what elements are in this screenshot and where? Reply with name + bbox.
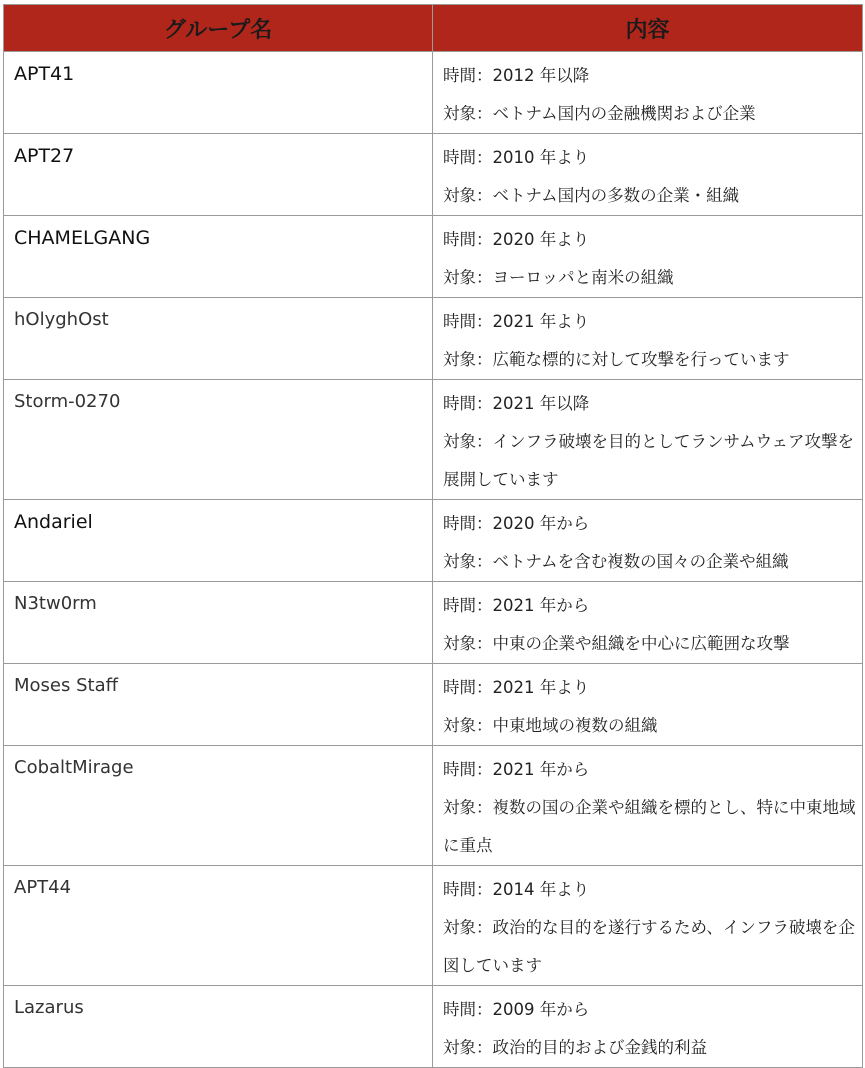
threat-groups-table: [3, 4, 863, 1068]
table-row: [4, 500, 863, 582]
group-name: Andariel: [4, 500, 433, 582]
target-text: 対象：中東地域の複数の組織: [443, 716, 658, 735]
group-name: CHAMELGANG: [4, 216, 433, 298]
time-text: 時間：2020 年より: [443, 230, 590, 249]
group-details: [433, 134, 863, 216]
group-name: APT27: [4, 134, 433, 216]
group-name: APT41: [4, 52, 433, 134]
group-name: Lazarus: [4, 986, 433, 1068]
table-row: [4, 298, 863, 380]
table-row: [4, 986, 863, 1068]
target-text: 対象：ベトナム国内の金融機関および企業: [443, 104, 756, 123]
target-text: 対象：ベトナムを含む複数の国々の企業や組織: [443, 552, 789, 571]
group-name: hOlyghOst: [4, 298, 433, 380]
time-text: 時間：2009 年から: [443, 1000, 590, 1019]
table-row: [4, 582, 863, 664]
target-text: 対象：インフラ破壊を目的としてランサムウェア攻撃を展開しています: [443, 432, 855, 489]
group-details: [433, 986, 863, 1068]
time-text: 時間：2021 年より: [443, 312, 590, 331]
table-row: [4, 52, 863, 134]
target-text: 対象：政治的目的および金銭的利益: [443, 1038, 707, 1057]
target-text: 対象：ヨーロッパと南米の組織: [443, 268, 674, 287]
target-text: 対象：中東の企業や組織を中心に広範囲な攻撃: [443, 634, 790, 653]
group-name: N3tw0rm: [4, 582, 433, 664]
group-name: Moses Staff: [4, 664, 433, 746]
group-details: [433, 52, 863, 134]
table-header-row: [4, 5, 863, 52]
time-text: 時間：2021 年から: [443, 760, 590, 779]
time-text: 時間：2020 年から: [443, 514, 590, 533]
table-row: [4, 134, 863, 216]
group-details: [433, 500, 863, 582]
group-name: CobaltMirage: [4, 746, 433, 866]
time-text: 時間：2010 年より: [443, 148, 590, 167]
group-details: [433, 216, 863, 298]
group-details: [433, 380, 863, 500]
table-row: [4, 664, 863, 746]
group-name: Storm-0270: [4, 380, 433, 500]
target-text: 対象：政治的な目的を遂行するため、インフラ破壊を企図しています: [443, 918, 855, 975]
header-group-name: グループ名: [4, 5, 433, 52]
time-text: 時間：2012 年以降: [443, 66, 590, 85]
header-content: 内容: [433, 5, 863, 52]
group-details: [433, 746, 863, 866]
table-row: [4, 216, 863, 298]
target-text: 対象：広範な標的に対して攻撃を行っています: [443, 350, 790, 369]
time-text: 時間：2021 年より: [443, 678, 590, 697]
group-details: [433, 582, 863, 664]
table-row: [4, 380, 863, 500]
group-details: [433, 664, 863, 746]
table-row: [4, 866, 863, 986]
group-details: [433, 298, 863, 380]
group-details: [433, 866, 863, 986]
target-text: 対象：複数の国の企業や組織を標的とし、特に中東地域に重点: [443, 798, 856, 855]
time-text: 時間：2014 年より: [443, 880, 590, 899]
group-name: APT44: [4, 866, 433, 986]
time-text: 時間：2021 年から: [443, 596, 590, 615]
target-text: 対象：ベトナム国内の多数の企業・組織: [443, 186, 740, 205]
table-row: [4, 746, 863, 866]
time-text: 時間：2021 年以降: [443, 394, 590, 413]
